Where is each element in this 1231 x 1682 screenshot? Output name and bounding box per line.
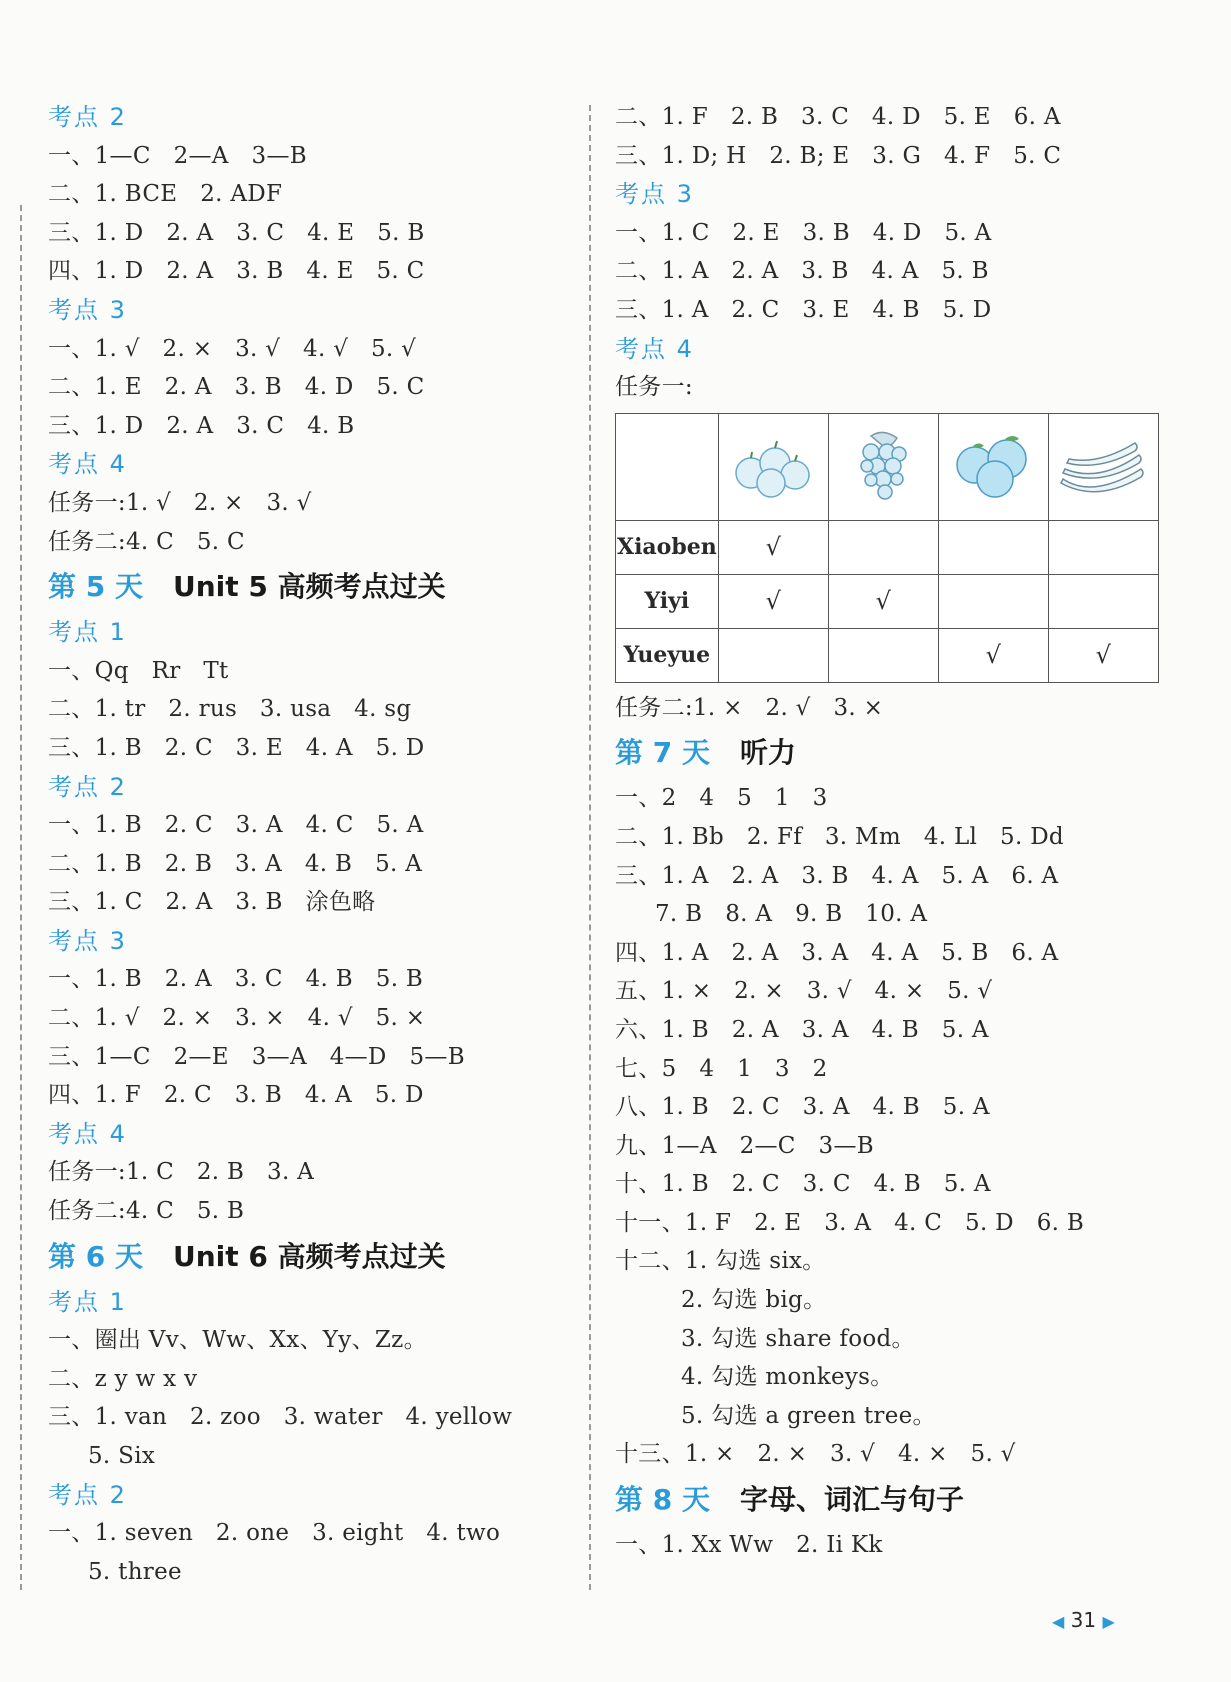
answer-line: 二、1. BCE 2. ADF: [48, 181, 283, 208]
answer-line: 三、1. D 2. A 3. C 4. E 5. B: [48, 219, 425, 246]
answer-line: 二、1. √ 2. × 3. × 4. √ 5. ×: [48, 1005, 426, 1032]
mark-cell: [828, 520, 938, 574]
answer-line: 二、1. B 2. B 3. A 4. B 5. A: [48, 850, 423, 877]
right-column-bottom: [615, 689, 1175, 1565]
left-margin-dashed-line: [20, 205, 22, 1590]
apple-icon: [718, 413, 828, 520]
answer-line: 5. 勾选 a green tree。: [681, 1402, 936, 1429]
answer-line: 三、1. D 2. A 3. C 4. B: [48, 412, 355, 439]
kaodian-label: 考点 2: [48, 772, 127, 801]
heading-title: 字母、词汇与句子: [739, 1483, 964, 1517]
answer-line: 三、1. A 2. C 3. E 4. B 5. D: [615, 296, 992, 323]
mark-cell: [1048, 520, 1158, 574]
answer-line: 一、1. C 2. E 3. B 4. D 5. A: [615, 219, 992, 246]
answer-line: 四、1. F 2. C 3. B 4. A 5. D: [48, 1082, 424, 1109]
kaodian-label: 考点 1: [48, 618, 127, 647]
prev-arrow-icon: ◀: [1052, 1612, 1065, 1631]
section-heading: [48, 1231, 588, 1283]
row-name: Yueyue: [616, 628, 719, 682]
section-heading: [48, 561, 588, 613]
banana-icon: [1048, 413, 1158, 520]
kaodian-label: 考点 4: [48, 450, 127, 479]
answer-line: 二、1. E 2. A 3. B 4. D 5. C: [48, 374, 425, 401]
answer-line: 任务一:: [615, 374, 693, 401]
next-arrow-icon: ▶: [1102, 1612, 1115, 1631]
left-column: [48, 98, 588, 1591]
answer-line: 三、1. B 2. C 3. E 4. A 5. D: [48, 734, 425, 761]
answer-line: 一、1. √ 2. × 3. √ 4. √ 5. √: [48, 335, 417, 362]
row-name: Xiaoben: [616, 520, 719, 574]
kaodian-label: 考点 3: [615, 180, 694, 209]
answer-line: 任务一:1. √ 2. × 3. √: [48, 489, 312, 516]
answer-line: 任务二:4. C 5. C: [48, 528, 245, 555]
kaodian-label: 考点 4: [615, 334, 694, 363]
answer-line: 任务二:1. × 2. √ 3. ×: [615, 694, 884, 721]
answer-line: 4. 勾选 monkeys。: [681, 1364, 894, 1391]
answer-line: 一、圈出 Vv、Ww、Xx、Yy、Zz。: [48, 1327, 427, 1354]
answer-line: 十、1. B 2. C 3. C 4. B 5. A: [615, 1171, 991, 1198]
table-corner: [616, 413, 719, 520]
answer-line: 一、2 4 5 1 3: [615, 785, 828, 812]
right-column: [615, 98, 1175, 1565]
answer-line: 一、Qq Rr Tt: [48, 657, 229, 684]
grape-icon: [828, 413, 938, 520]
heading-title: Unit 5 高频考点过关: [172, 570, 446, 604]
table-row: [616, 520, 1159, 574]
mark-cell: [938, 574, 1048, 628]
answer-line: 7. B 8. A 9. B 10. A: [655, 901, 928, 928]
answer-line: 八、1. B 2. C 3. A 4. B 5. A: [615, 1094, 990, 1121]
answer-line: 三、1. A 2. A 3. B 4. A 5. A 6. A: [615, 862, 1059, 889]
day-label: 第 6 天: [48, 1239, 143, 1273]
mark-cell: √: [938, 628, 1048, 682]
fruit-table: [615, 413, 1159, 683]
section-heading: [615, 1474, 1175, 1526]
kaodian-label: 考点 2: [48, 1480, 127, 1509]
answer-line: 三、1—C 2—E 3—A 4—D 5—B: [48, 1043, 465, 1070]
fruit-picture-row: [616, 413, 1159, 520]
answer-line: 3. 勾选 share food。: [681, 1325, 915, 1352]
heading-title: Unit 6 高频考点过关: [172, 1239, 446, 1273]
answer-line: 任务二:4. C 5. B: [48, 1198, 245, 1225]
answer-line: 二、1. A 2. A 3. B 4. A 5. B: [615, 258, 989, 285]
table-row: [616, 574, 1159, 628]
mark-cell: √: [1048, 628, 1158, 682]
mark-cell: [718, 628, 828, 682]
answer-line: 二、z y w x v: [48, 1365, 198, 1392]
answer-line: 十二、1. 勾选 six。: [615, 1248, 826, 1275]
answer-line: 五、1. × 2. × 3. √ 4. × 5. √: [615, 978, 993, 1005]
row-name: Yiyi: [616, 574, 719, 628]
answer-line: 二、1. tr 2. rus 3. usa 4. sg: [48, 696, 412, 723]
kaodian-label: 考点 3: [48, 295, 127, 324]
answer-line: 一、1. seven 2. one 3. eight 4. two: [48, 1520, 501, 1547]
section-heading: [615, 727, 1175, 779]
day-label: 第 8 天: [615, 1483, 710, 1517]
kaodian-label: 考点 2: [48, 103, 127, 131]
answer-line: 七、5 4 1 3 2: [615, 1055, 828, 1082]
mark-cell: √: [718, 574, 828, 628]
answer-line: 三、1. C 2. A 3. B 涂色略: [48, 889, 376, 916]
answer-line: 十一、1. F 2. E 3. A 4. C 5. D 6. B: [615, 1209, 1085, 1236]
answer-line: 六、1. B 2. A 3. A 4. B 5. A: [615, 1016, 989, 1043]
mark-cell: √: [718, 520, 828, 574]
heading-title: 听力: [739, 736, 796, 770]
answer-line: 三、1. van 2. zoo 3. water 4. yellow: [48, 1404, 513, 1431]
mark-cell: [938, 520, 1048, 574]
answer-line: 九、1—A 2—C 3—B: [615, 1132, 874, 1159]
answer-line: 5. Six: [88, 1443, 156, 1469]
answer-line: 一、1. Xx Ww 2. Ii Kk: [615, 1532, 883, 1559]
kaodian-label: 考点 1: [48, 1287, 127, 1316]
answer-line: 一、1. B 2. A 3. C 4. B 5. B: [48, 966, 424, 993]
page-number-text: 31: [1070, 1608, 1097, 1632]
answer-line: 一、1. B 2. C 3. A 4. C 5. A: [48, 812, 424, 839]
answer-line: 二、1. F 2. B 3. C 4. D 5. E 6. A: [615, 104, 1061, 130]
day-label: 第 7 天: [615, 736, 710, 770]
answer-line: 四、1. A 2. A 3. A 4. A 5. B 6. A: [615, 939, 1059, 966]
answer-line: 一、1—C 2—A 3—B: [48, 142, 307, 169]
answer-line: 三、1. D; H 2. B; E 3. G 4. F 5. C: [615, 142, 1062, 169]
day-label: 第 5 天: [48, 570, 143, 604]
answer-line: 5. three: [88, 1558, 182, 1585]
kaodian-label: 考点 3: [48, 926, 127, 955]
answer-line: 任务一:1. C 2. B 3. A: [48, 1159, 315, 1186]
answer-line: 十三、1. × 2. × 3. √ 4. × 5. √: [615, 1441, 1016, 1468]
page-number: [1052, 1608, 1115, 1632]
mark-cell: [828, 628, 938, 682]
table-row: [616, 628, 1159, 682]
kaodian-label: 考点 4: [48, 1119, 127, 1148]
answer-line: 二、1. Bb 2. Ff 3. Mm 4. Ll 5. Dd: [615, 823, 1064, 850]
answer-line: 2. 勾选 big。: [681, 1287, 827, 1314]
mark-cell: [1048, 574, 1158, 628]
column-divider-dashed-line: [589, 105, 591, 1590]
right-column-top: [615, 98, 1175, 407]
orange-icon: [938, 413, 1048, 520]
mark-cell: √: [828, 574, 938, 628]
answer-line: 四、1. D 2. A 3. B 4. E 5. C: [48, 258, 425, 285]
